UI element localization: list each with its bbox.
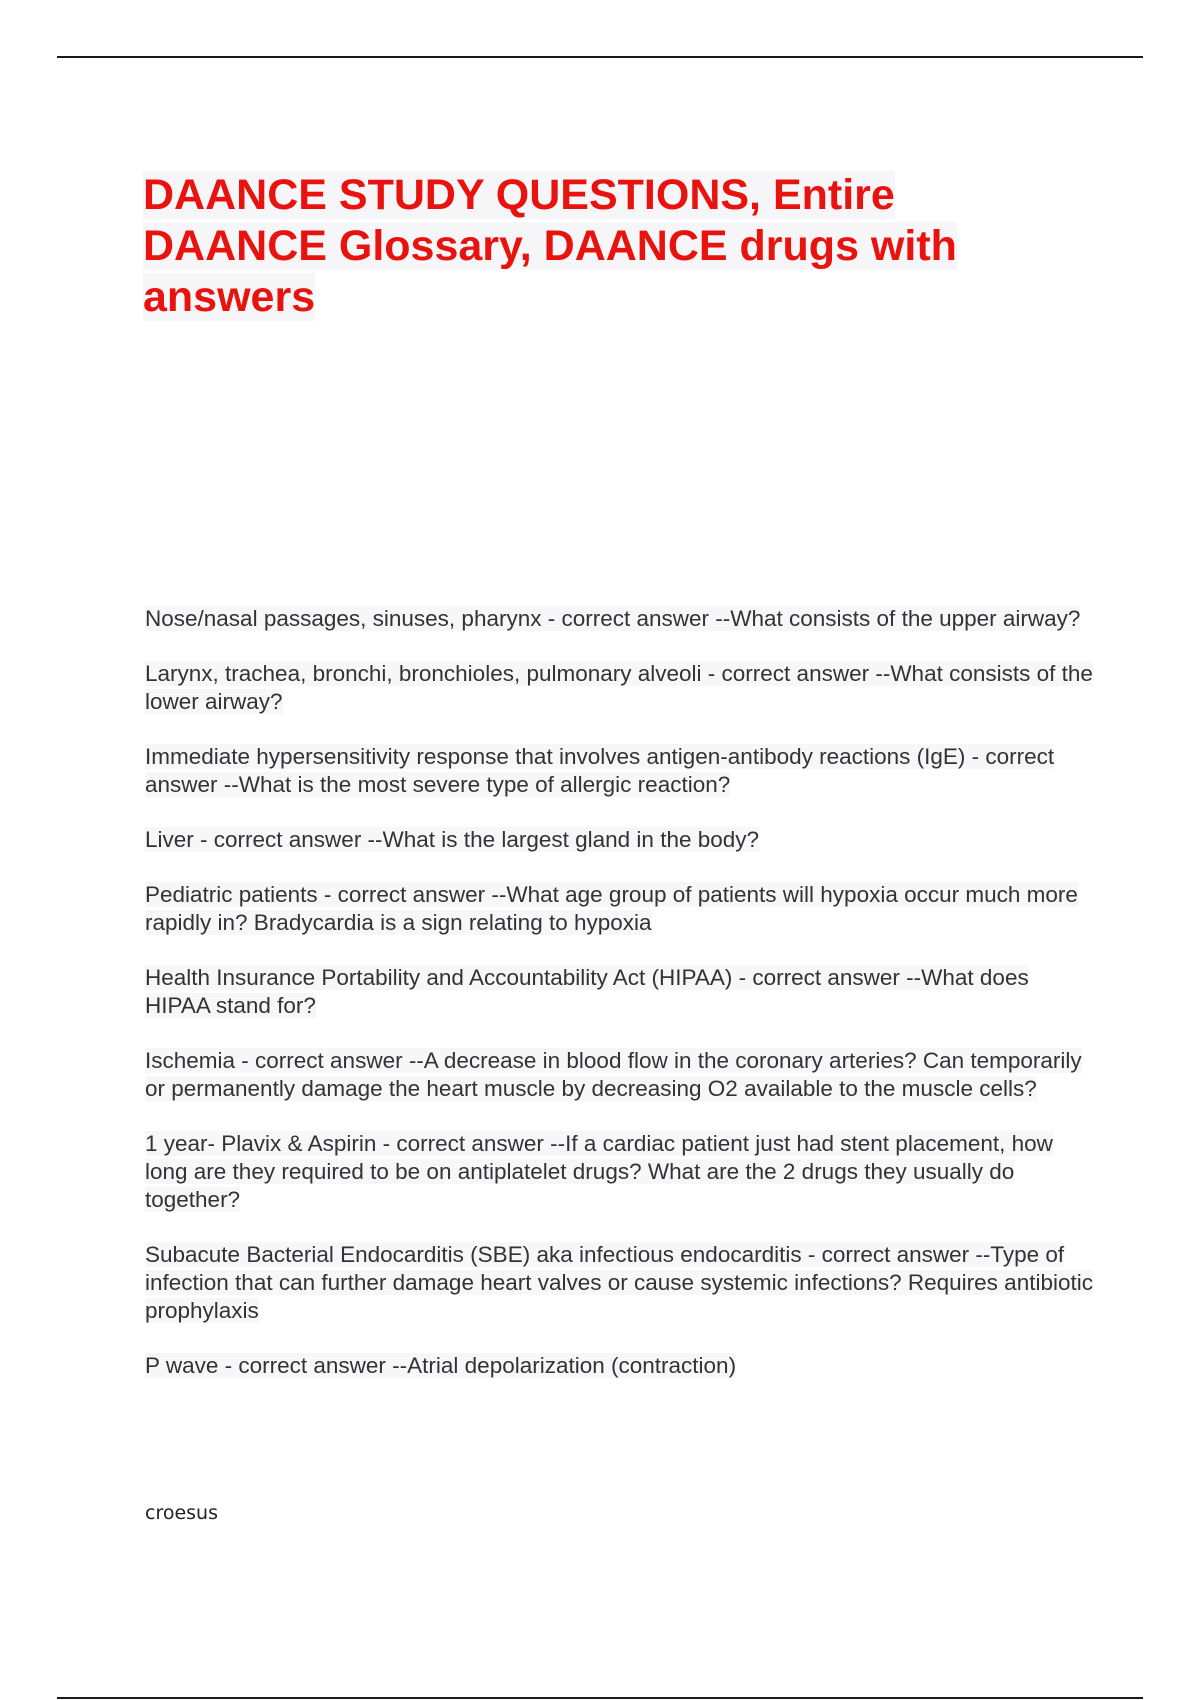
- qa-item: [145, 1047, 1095, 1103]
- qa-item-text: Ischemia - correct answer --A decrease in blood flow in the coronary arteries? Can temporarily or permanently damage the heart muscle by decreasing O2 available to the muscle cells?: [145, 1048, 1082, 1101]
- qa-item: [145, 826, 1095, 854]
- qa-item-text: Immediate hypersensitivity response that involves antigen-antibody reactions (IgE) - correct answer --What is the most severe type of allergic reaction?: [145, 744, 1055, 797]
- document-title-text: DAANCE STUDY QUESTIONS, Entire DAANCE Glossary, DAANCE drugs with answers: [143, 171, 957, 321]
- qa-item: [145, 881, 1095, 937]
- qa-item-text: Liver - correct answer --What is the largest gland in the body?: [145, 827, 760, 852]
- qa-item: [145, 964, 1095, 1020]
- qa-item: [145, 1130, 1095, 1214]
- bottom-rule: [57, 1697, 1143, 1699]
- qa-item: [145, 660, 1095, 716]
- qa-list: [145, 605, 1095, 1407]
- qa-item-text: Health Insurance Portability and Accountability Act (HIPAA) - correct answer --What does HIPAA stand for?: [145, 965, 1029, 1018]
- qa-item: [145, 743, 1095, 799]
- footer-author: croesus: [145, 1502, 218, 1524]
- qa-item-text: Subacute Bacterial Endocarditis (SBE) aka infectious endocarditis - correct answer --Type of infection that can further damage heart valves or cause systemic infections? Requires antibiotic prophylaxis: [145, 1242, 1093, 1323]
- qa-item: [145, 1352, 1095, 1380]
- qa-item-text: Larynx, trachea, bronchi, bronchioles, pulmonary alveoli - correct answer --What consists of the lower airway?: [145, 661, 1093, 714]
- qa-item-text: P wave - correct answer --Atrial depolarization (contraction): [145, 1353, 737, 1378]
- document-title: [143, 170, 1023, 323]
- top-rule: [57, 56, 1143, 58]
- qa-item-text: 1 year- Plavix & Aspirin - correct answer --If a cardiac patient just had stent placement, how long are they required to be on antiplatelet drugs? What are the 2 drugs they usually do together?: [145, 1131, 1053, 1212]
- qa-item-text: Pediatric patients - correct answer --What age group of patients will hypoxia occur much more rapidly in? Bradycardia is a sign relating to hypoxia: [145, 882, 1078, 935]
- qa-item-text: Nose/nasal passages, sinuses, pharynx - correct answer --What consists of the upper airway?: [145, 606, 1081, 631]
- qa-item: [145, 1241, 1095, 1325]
- qa-item: [145, 605, 1095, 633]
